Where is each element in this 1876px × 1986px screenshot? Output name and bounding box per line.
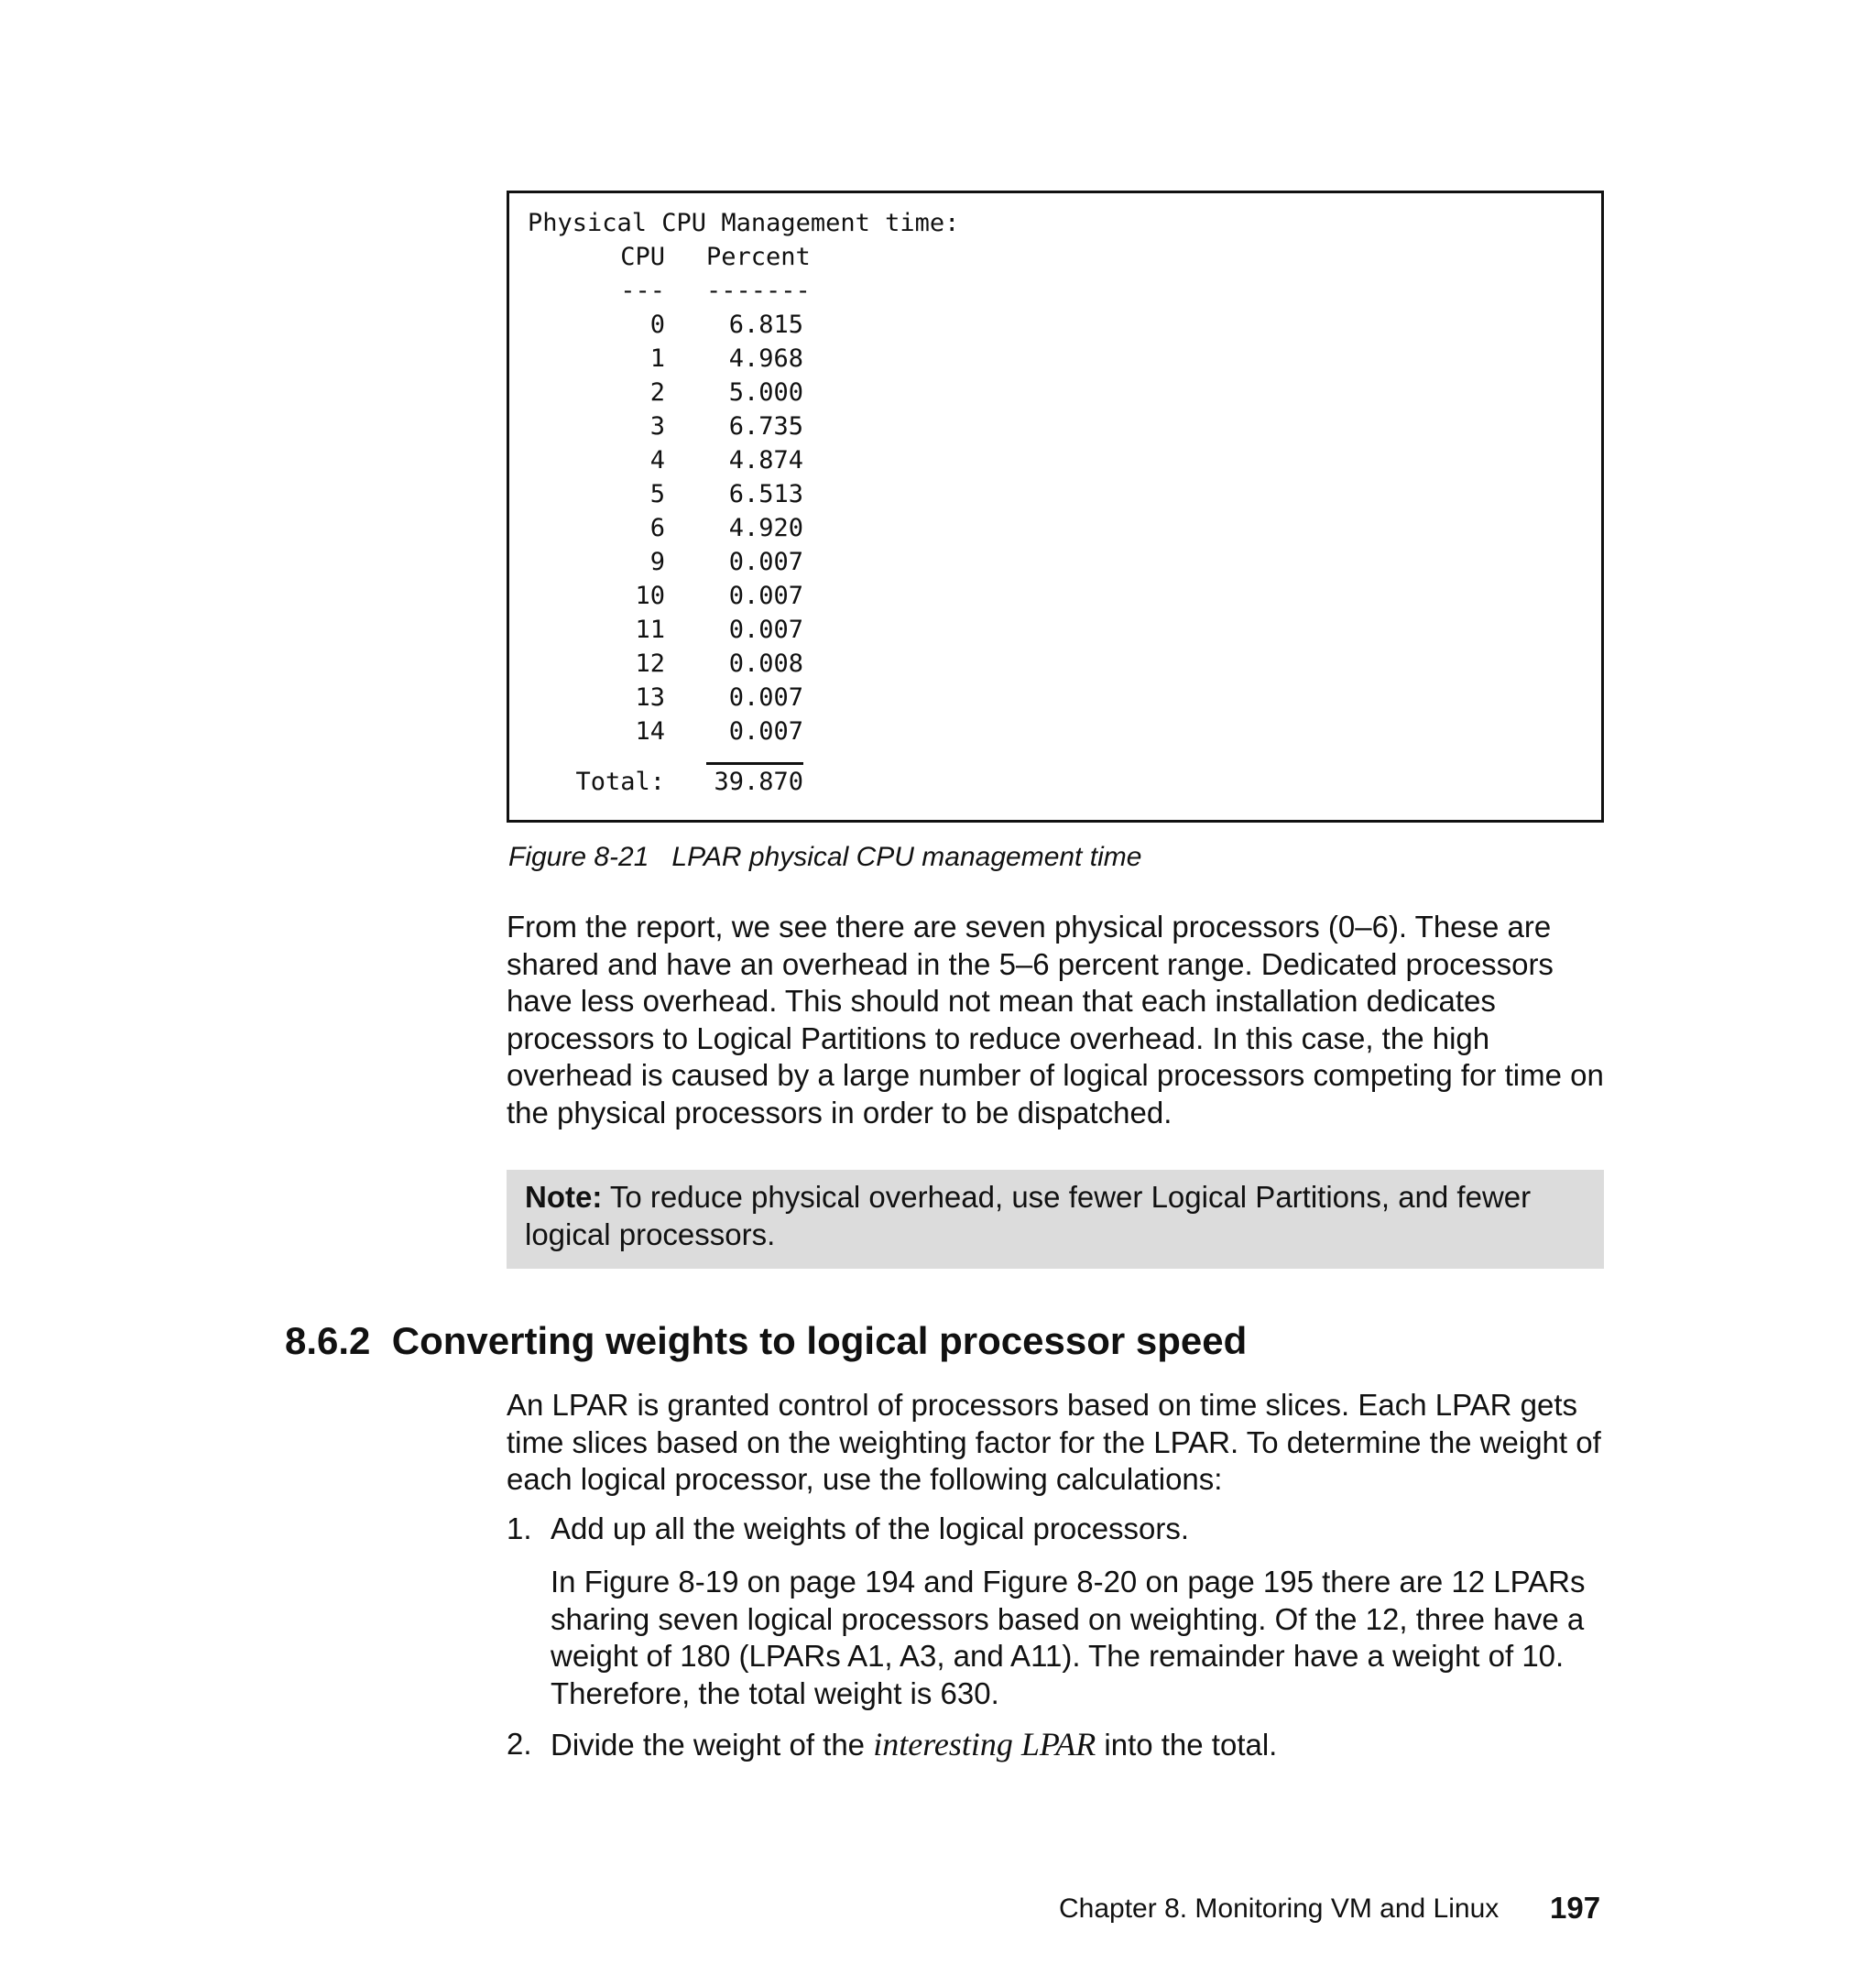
listing-header-rule bbox=[528, 274, 1601, 308]
listing-header-row bbox=[528, 240, 1601, 274]
cpu-number: 1 bbox=[649, 344, 665, 373]
cpu-percent: 0.007 bbox=[728, 548, 803, 576]
cpu-percent: 0.008 bbox=[728, 649, 803, 678]
figure-caption: Figure 8-21 LPAR physical CPU management time bbox=[508, 842, 1142, 872]
cpu-percent: 4.874 bbox=[728, 446, 803, 475]
listing-row bbox=[528, 443, 1601, 477]
cpu-number: 12 bbox=[635, 649, 665, 678]
step-2-text bbox=[551, 1726, 1606, 1764]
cpu-number: 6 bbox=[649, 514, 665, 542]
cpu-number: 3 bbox=[649, 412, 665, 441]
paragraph-overhead: From the report, we see there are seven physical processors (0–6). These are shared and have an overhead in the 5–6 percent range. Dedicated processors have less overhead. This should not mean that each installation dedicates processors to Logical Partitions to reduce overhead. In this case, the high overhead is caused by a large number of logical processors competing for time on the physical processors in order to be dispatched. bbox=[507, 910, 1604, 1129]
cpu-percent: 4.968 bbox=[728, 344, 803, 373]
cpu-percent: 5.000 bbox=[728, 378, 803, 407]
step-1-text: Add up all the weights of the logical processors. bbox=[551, 1511, 1190, 1545]
cpu-percent: 0.007 bbox=[728, 717, 803, 746]
note-text: To reduce physical overhead, use fewer Logical Partitions, and fewer logical processors. bbox=[525, 1180, 1532, 1251]
note-box bbox=[507, 1170, 1604, 1269]
cpu-number: 9 bbox=[649, 548, 665, 576]
listing-row bbox=[528, 342, 1601, 376]
listing-row bbox=[528, 545, 1601, 579]
listing-rows bbox=[528, 308, 1601, 748]
cpu-number: 4 bbox=[649, 446, 665, 475]
footer-page-number: 197 bbox=[1550, 1891, 1601, 1925]
step-1-number: 1. bbox=[507, 1511, 532, 1545]
listing-row bbox=[528, 409, 1601, 443]
note-label: Note: bbox=[525, 1180, 603, 1214]
listing-row bbox=[528, 308, 1601, 342]
total-label: Total: bbox=[575, 768, 665, 796]
listing-row bbox=[528, 477, 1601, 511]
total-row bbox=[528, 765, 1601, 799]
paragraph-lpar-intro: An LPAR is granted control of processors based on time slices. Each LPAR gets time slices based on the weighting factor for the LPAR. To determine the weight of each logical processor, use the following calculations: bbox=[507, 1388, 1601, 1496]
rule-percent: ------- bbox=[706, 277, 811, 305]
cpu-percent: 6.815 bbox=[728, 311, 803, 339]
cpu-number: 11 bbox=[635, 616, 665, 644]
cpu-percent: 4.920 bbox=[728, 514, 803, 542]
cpu-number: 14 bbox=[635, 717, 665, 746]
listing-title: Physical CPU Management time: bbox=[528, 209, 960, 237]
footer-chapter-title: Chapter 8. Monitoring VM and Linux bbox=[1059, 1893, 1500, 1924]
cpu-number: 10 bbox=[635, 582, 665, 610]
cpu-percent: 0.007 bbox=[728, 683, 803, 712]
cpu-percent: 0.007 bbox=[728, 616, 803, 644]
cpu-number: 13 bbox=[635, 683, 665, 712]
total-value: 39.870 bbox=[714, 768, 803, 796]
step-2-emphasis: interesting LPAR bbox=[873, 1726, 1096, 1762]
step-1-detail: In Figure 8-19 on page 194 and Figure 8-20 on page 195 there are 12 LPARs sharing seven logical processors based on weighting. Of the 12, three have a weight of 180 (LPARs A1, A3, and A11). The remainder have a weight of 10. Therefore, the total weight is 630. bbox=[551, 1565, 1586, 1710]
step-2-text-after: into the total. bbox=[1096, 1728, 1278, 1762]
cpu-percent: 6.735 bbox=[728, 412, 803, 441]
section-heading: 8.6.2 Converting weights to logical processor speed bbox=[285, 1319, 1248, 1362]
header-cpu: CPU bbox=[620, 243, 665, 271]
code-listing-box bbox=[507, 191, 1604, 823]
listing-row bbox=[528, 681, 1601, 715]
spacer bbox=[528, 748, 1601, 762]
step-2-text-before: Divide the weight of the bbox=[551, 1728, 874, 1762]
cpu-number: 0 bbox=[649, 311, 665, 339]
rule-cpu: --- bbox=[620, 277, 665, 305]
cpu-number: 5 bbox=[649, 480, 665, 508]
listing-row bbox=[528, 511, 1601, 545]
header-percent: Percent bbox=[706, 243, 811, 271]
step-2-number: 2. bbox=[507, 1727, 532, 1761]
listing-row bbox=[528, 647, 1601, 681]
cpu-percent: 0.007 bbox=[728, 582, 803, 610]
listing-row bbox=[528, 376, 1601, 409]
listing-row bbox=[528, 613, 1601, 647]
cpu-number: 2 bbox=[649, 378, 665, 407]
listing-row bbox=[528, 715, 1601, 748]
listing-row bbox=[528, 579, 1601, 613]
cpu-percent: 6.513 bbox=[728, 480, 803, 508]
